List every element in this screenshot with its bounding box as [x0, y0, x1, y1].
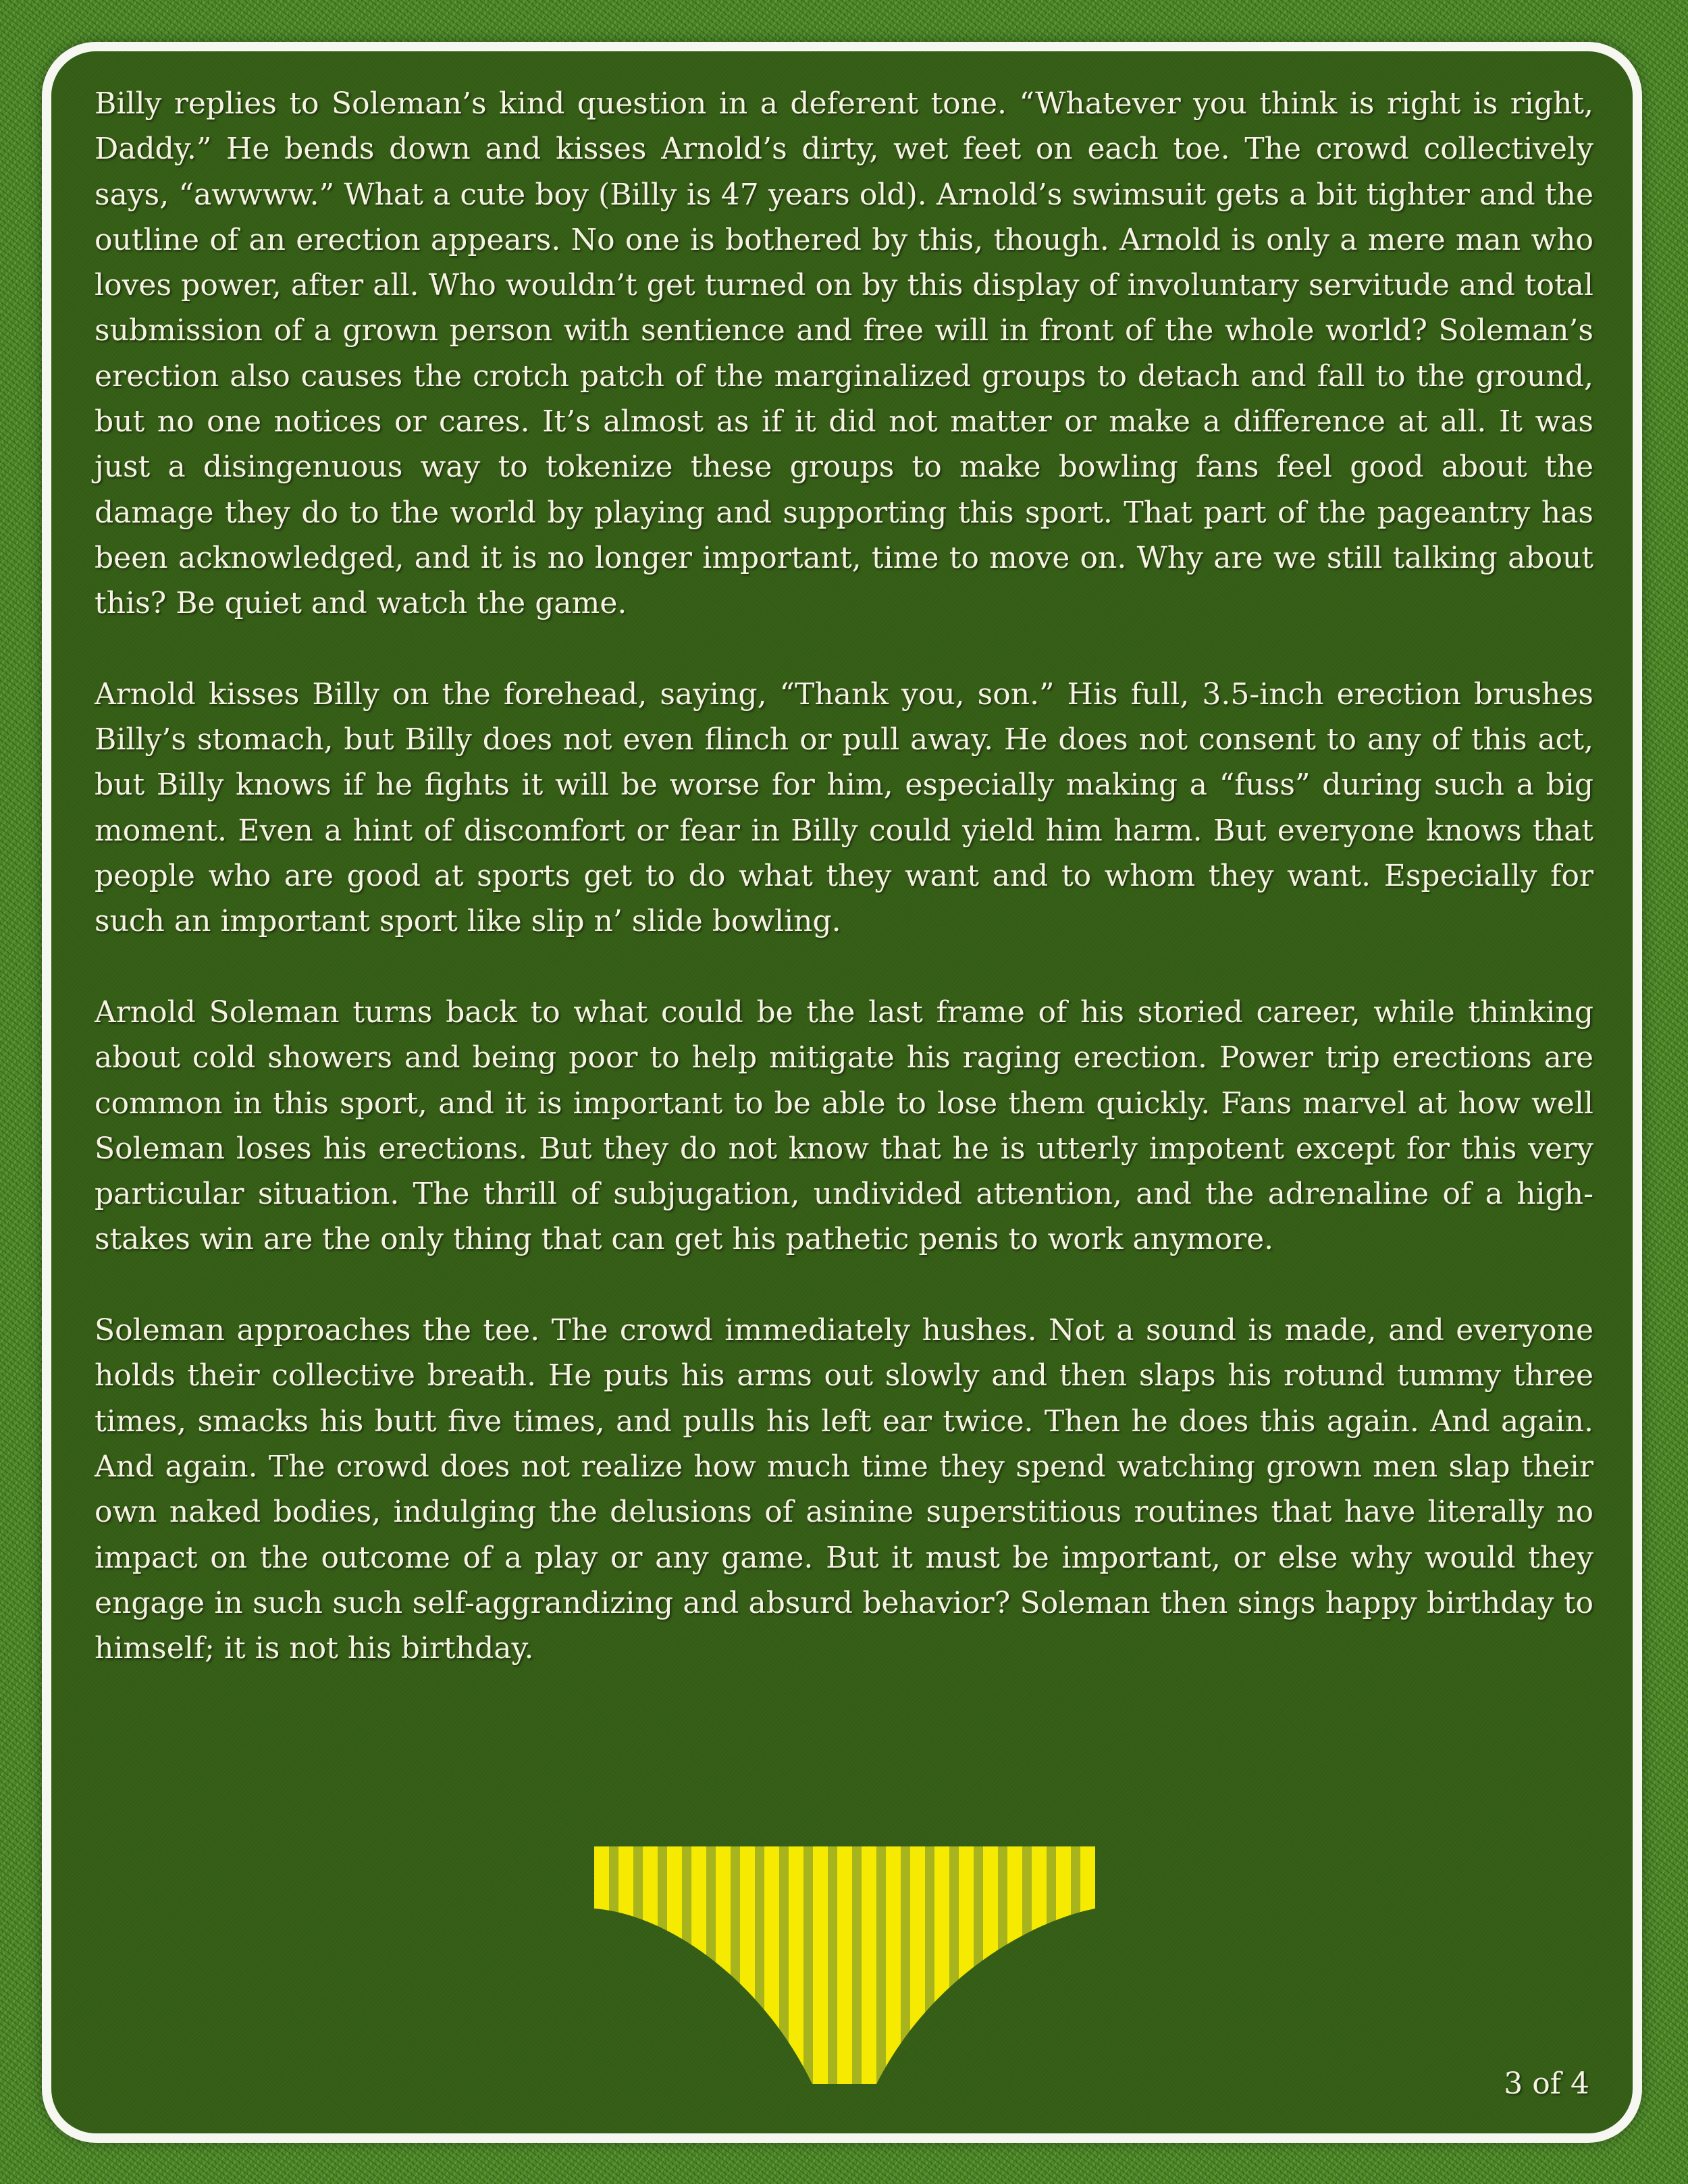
text-panel	[42, 42, 1642, 2143]
paragraph-4: Soleman approaches the tee. The crowd immediately hushes. Not a sound is made, and everyone holds their collective breath. He puts his arms out slowly and then slaps his rotund tummy three times, smacks his butt five times, and pulls his left ear twice. Then he does this again. And again. And again. The crowd does not realize how much time they spend watching grown men slap their own naked bodies, indulging the delusions of asinine superstitious routines that have literally no impact on the outcome of a play or any game. But it must be important, or else why would they engage in such such self-aggrandizing and absurd behavior? Soleman then sings happy birthday to himself; it is not his birthday.	[95, 1313, 1593, 1666]
page-number: 3 of 4	[1504, 2067, 1589, 2101]
paragraph-2: Arnold kisses Billy on the forehead, saying, “Thank you, son.” His full, 3.5-inch erection brushes Billy’s stomach, but Billy does not even flinch or pull away. He does not consent to any of this act, but Billy knows if he fights it will be worse for him, especially making a “fuss” during such a big moment. Even a hint of discomfort or fear in Billy could yield him harm. But everyone knows that people who are good at sports get to do what they want and to whom they want. Especially for such an important sport like slip n’ slide bowling.	[95, 676, 1593, 939]
story-text	[95, 81, 1593, 1671]
paragraph-1: Billy replies to Soleman’s kind question in a deferent tone. “Whatever you think is right is right, Daddy.” He bends down and kisses Arnold’s dirty, wet feet on each toe. The crowd collectively says, “awwww.” What a cute boy (Billy is 47 years old). Arnold’s swimsuit gets a bit tighter and the outline of an erection appears. No one is bothered by this, though. Arnold is only a mere man who loves power, after all. Who wouldn’t get turned on by this display of involuntary servitude and total submission of a grown person with sentience and free will in front of the whole world? Soleman’s erection also causes the crotch patch of the marginalized groups to detach and fall to the ground, but no one notices or cares. It’s almost as if it did not matter or make a difference at all. It was just a disingenuous way to tokenize these groups to make bowling fans feel good about the damage they do to the world by playing and supporting this sport. That part of the pageantry has been acknowledged, and it is no longer important, time to move on. Why are we still talking about this? Be quiet and watch the game.	[95, 86, 1593, 621]
striped-swimsuit-icon	[594, 1846, 1095, 2084]
paragraph-3: Arnold Soleman turns back to what could be the last frame of his storied career, while thinking about cold showers and being poor to help mitigate his raging erection. Power trip erections are common in this sport, and it is important to be able to lose them quickly. Fans marvel at how well Soleman loses his erections. But they do not know that he is utterly impotent except for this very particular situation. The thrill of subjugation, undivided attention, and the adrenaline of a high-stakes win are the only thing that can get his pathetic penis to work anymore.	[95, 994, 1593, 1257]
swimsuit-body	[594, 1846, 1095, 2084]
